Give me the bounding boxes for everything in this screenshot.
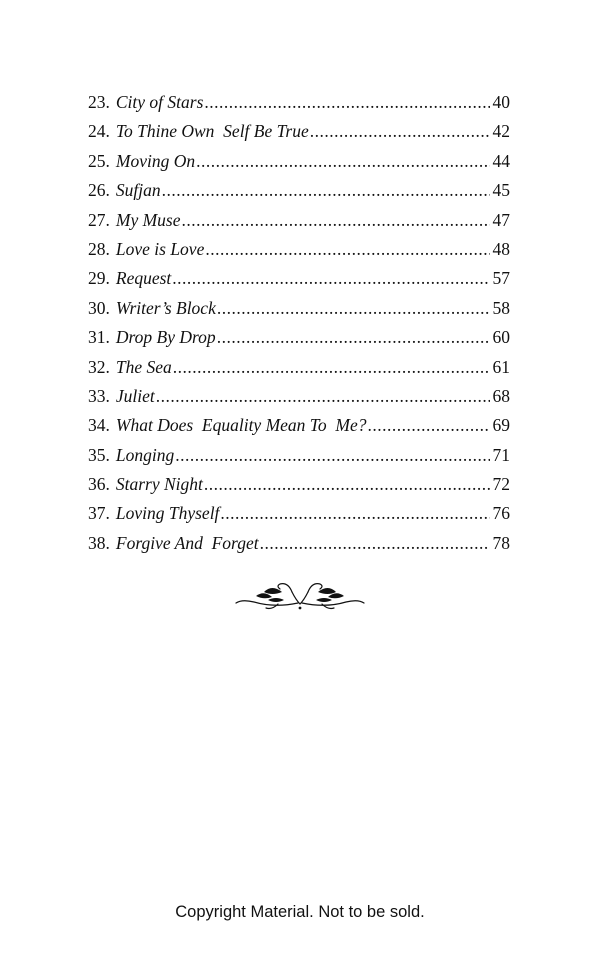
toc-entry[interactable] [88, 411, 510, 440]
toc-dot-leader [172, 264, 489, 293]
toc-entry-title: Drop By Drop [115, 327, 216, 348]
toc-dot-leader [162, 176, 490, 205]
toc-entry[interactable] [88, 206, 510, 235]
toc-entry-number: 32. [88, 356, 110, 377]
toc-dot-leader [182, 206, 490, 235]
toc-entry-number: 27. [88, 209, 110, 230]
toc-entry-number: 34. [88, 415, 110, 436]
toc-entry-title: Loving Thyself [115, 503, 220, 524]
toc-entry-page: 47 [492, 209, 510, 230]
toc-dot-leader [156, 382, 490, 411]
toc-entry-page: 57 [492, 268, 510, 289]
toc-entry-page: 58 [492, 297, 510, 318]
toc-dot-leader [368, 411, 490, 440]
toc-entry-page: 42 [492, 121, 510, 142]
toc-entry-title: The Sea [115, 356, 172, 377]
toc-entry-title: To Thine Own Self Be True [115, 121, 309, 142]
toc-entry-title: Moving On [115, 150, 196, 171]
toc-entry-page: 68 [492, 385, 510, 406]
toc-entry-number: 24. [88, 121, 110, 142]
toc-entry-title: City of Stars [115, 92, 204, 112]
toc-entry-title: Request [115, 268, 172, 289]
toc-entry-title: Love is Love [115, 238, 205, 259]
toc-entry[interactable] [88, 117, 510, 146]
toc-entry[interactable] [88, 235, 510, 264]
toc-entry[interactable] [88, 88, 510, 117]
toc-dot-leader [310, 117, 490, 146]
toc-entry-number: 26. [88, 180, 110, 201]
floral-divider-icon [234, 578, 366, 614]
toc-entry-number: 35. [88, 444, 110, 465]
toc-entry[interactable] [88, 441, 510, 470]
toc-entry-page: 48 [492, 238, 510, 259]
toc-entry[interactable] [88, 499, 510, 528]
copyright-footer: Copyright Material. Not to be sold. [175, 903, 425, 921]
toc-entry-title: Starry Night [115, 474, 203, 495]
toc-entry-title: Writer’s Block [115, 297, 216, 318]
toc-entry-page: 76 [492, 503, 510, 524]
toc-dot-leader [196, 147, 489, 176]
toc-entry-page: 60 [492, 327, 510, 348]
toc-dot-leader [204, 470, 490, 499]
toc-entry-title: Longing [115, 444, 175, 465]
toc-dot-leader [217, 294, 490, 323]
toc-entry[interactable] [88, 323, 510, 352]
toc-entry-page: 72 [492, 474, 510, 495]
toc-entry[interactable] [88, 529, 510, 558]
toc-entry-number: 33. [88, 385, 110, 406]
toc-entry-number: 28. [88, 238, 110, 259]
toc-entry[interactable] [88, 264, 510, 293]
table-of-contents [88, 88, 510, 558]
toc-entry-number: 38. [88, 532, 110, 553]
toc-entry-page: 78 [492, 532, 510, 553]
toc-entry-page: 71 [492, 444, 510, 465]
toc-dot-leader [175, 441, 489, 470]
toc-entry-number: 23. [88, 92, 110, 112]
toc-entry-page: 44 [492, 150, 510, 171]
toc-entry-page: 45 [492, 180, 510, 201]
toc-entry-title: What Does Equality Mean To Me? [115, 415, 367, 436]
toc-entry-page: 69 [492, 415, 510, 436]
toc-dot-leader [217, 323, 490, 352]
toc-entry-title: My Muse [115, 209, 181, 230]
toc-dot-leader [173, 353, 490, 382]
toc-entry-number: 31. [88, 327, 110, 348]
toc-entry-number: 37. [88, 503, 110, 524]
toc-dot-leader [204, 88, 489, 117]
toc-entry-number: 29. [88, 268, 110, 289]
toc-entry-title: Forgive And Forget [115, 532, 259, 553]
toc-entry-page: 61 [492, 356, 510, 377]
toc-entry[interactable] [88, 176, 510, 205]
toc-entry-title: Sufjan [115, 180, 161, 201]
toc-dot-leader [260, 529, 490, 558]
toc-dot-leader [220, 499, 489, 528]
toc-entry[interactable] [88, 382, 510, 411]
toc-entry[interactable] [88, 353, 510, 382]
toc-entry[interactable] [88, 294, 510, 323]
toc-entry-page: 40 [492, 92, 510, 112]
toc-dot-leader [205, 235, 489, 264]
toc-entry[interactable] [88, 470, 510, 499]
toc-entry-number: 30. [88, 297, 110, 318]
toc-entry-title: Juliet [115, 385, 155, 406]
toc-entry[interactable] [88, 147, 510, 176]
toc-entry-number: 25. [88, 150, 110, 171]
toc-entry-number: 36. [88, 474, 110, 495]
